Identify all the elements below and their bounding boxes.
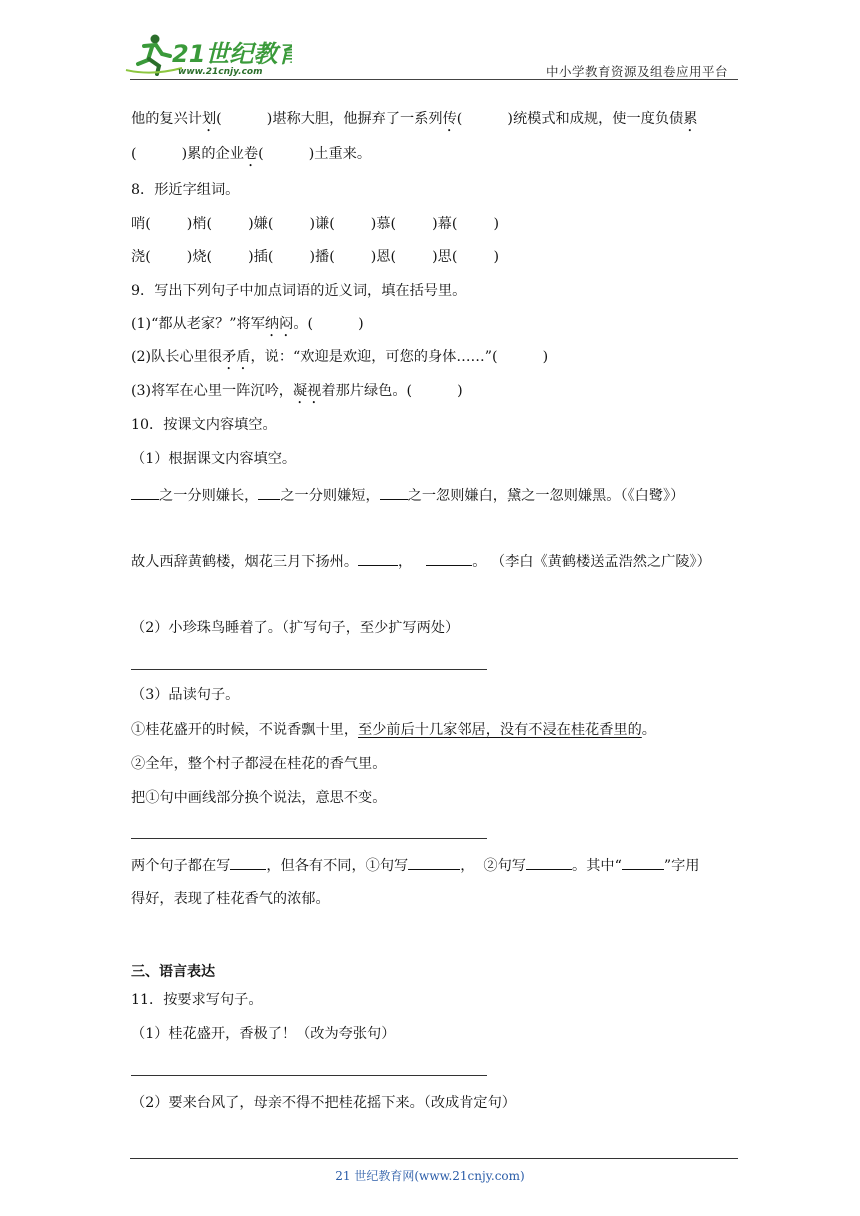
q10-part2-title: （2）小珍珠鸟睡着了。（扩写句子，至少扩写两处） xyxy=(131,620,460,636)
fill-blank[interactable] xyxy=(230,855,266,870)
fill-blank[interactable] xyxy=(426,551,472,566)
answer-line[interactable] xyxy=(131,1075,487,1076)
footer-link[interactable]: 21 世纪教育网(www.21cnjy.com) xyxy=(335,1169,525,1183)
q9-sentence-3[interactable]: (3)将军在心里一阵沉吟，凝视着那片绿色。( ) xyxy=(131,383,463,399)
emphasis-word: 矛盾 xyxy=(222,349,251,365)
q8-title: 8．形近字组词。 xyxy=(131,182,240,198)
svg-text:www.21cnjy.com: www.21cnjy.com xyxy=(178,67,263,77)
fill-blank[interactable] xyxy=(131,485,159,500)
q8-row-1[interactable]: 哨( )梢( )嫌( )谦( )慕( )幕( ) xyxy=(131,216,500,232)
fill-blank[interactable] xyxy=(622,855,664,870)
answer-line[interactable] xyxy=(131,838,487,839)
q10-part1-title: （1）根据课文内容填空。 xyxy=(131,451,297,467)
q10-part1-fill[interactable]: 之一分则嫌长， 之一分则嫌短， 之一忽则嫌白，黛之一忽则嫌黑。（《白鹭》） xyxy=(131,485,684,506)
underlined-text: 至少前后十几家邻居，没有不浸在桂花香里的 xyxy=(358,722,642,738)
q9-sentence-1[interactable]: (1)“都从老家？”将军纳闷。( ) xyxy=(131,316,364,332)
emphasis-word: 纳闷 xyxy=(264,316,294,332)
fill-blank[interactable] xyxy=(358,551,398,566)
q9-sentence-2[interactable]: (2)队长心里很矛盾，说：“欢迎是欢迎，可您的身体……”( ) xyxy=(131,349,549,365)
fill-blank[interactable] xyxy=(258,485,280,500)
q7-line-2: ( )累的企业卷( )土重来。 xyxy=(131,146,372,162)
q8-row-2[interactable]: 浇( )烧( )插( )播( )恩( )思( ) xyxy=(131,249,500,265)
fill-blank[interactable] xyxy=(526,855,572,870)
q11-title: 11．按要求写句子。 xyxy=(131,992,263,1008)
fill-blank[interactable] xyxy=(380,485,408,500)
platform-name: 中小学教育资源及组卷应用平台 xyxy=(545,64,728,79)
q11-part2: （2）要来台风了，母亲不得不把桂花摇下来。（改成肯定句） xyxy=(131,1095,516,1111)
q10-sentence-1: ①桂花盛开的时候，不说香飘十里，至少前后十几家邻居，没有不浸在桂花香里的。 xyxy=(131,722,656,738)
site-logo[interactable] xyxy=(122,30,292,78)
q10-task: 把①句中画线部分换个说法，意思不变。 xyxy=(131,790,387,806)
answer-line[interactable] xyxy=(131,669,487,670)
q10-analysis[interactable]: 两个句子都在写 ，但各有不同，①句写 ， ②句写 。其中“ ”字用 xyxy=(131,855,699,876)
fill-blank[interactable] xyxy=(408,855,460,870)
q7-line-1: 他的复兴计划( )堪称大胆，他摒弃了一系列传( )统模式和成规，使一度负债累 xyxy=(131,111,698,127)
q10-analysis-cont: 得好，表现了桂花香气的浓郁。 xyxy=(131,891,330,907)
emphasis-char: 累 xyxy=(683,111,698,127)
q10-title: 10．按课文内容填空。 xyxy=(131,417,277,433)
section-heading: 三、语言表达 xyxy=(131,964,215,980)
header-divider xyxy=(130,79,738,80)
runner-logo-icon xyxy=(122,30,292,78)
q10-sentence-2: ②全年，整个村子都浸在桂花的香气里。 xyxy=(131,756,387,772)
q10-part3-title: （3）品读句子。 xyxy=(131,687,240,703)
q11-part1: （1）桂花盛开，香极了！（改为夸张句） xyxy=(131,1026,396,1042)
page-header xyxy=(122,30,738,80)
emphasis-char: 划 xyxy=(201,111,217,127)
emphasis-char: 传 xyxy=(442,111,457,127)
svg-text:21世纪教育: 21世纪教育 xyxy=(172,40,292,68)
q10-part1-poem[interactable]: 故人西辞黄鹤楼，烟花三月下扬州。 ， 。 （李白《黄鹤楼送孟浩然之广陵》） xyxy=(131,551,711,572)
emphasis-word: 凝视 xyxy=(292,383,322,399)
footer-divider xyxy=(130,1158,738,1159)
q9-title: 9．写出下列句子中加点词语的近义词，填在括号里。 xyxy=(131,283,467,299)
emphasis-char: 卷 xyxy=(243,146,259,162)
